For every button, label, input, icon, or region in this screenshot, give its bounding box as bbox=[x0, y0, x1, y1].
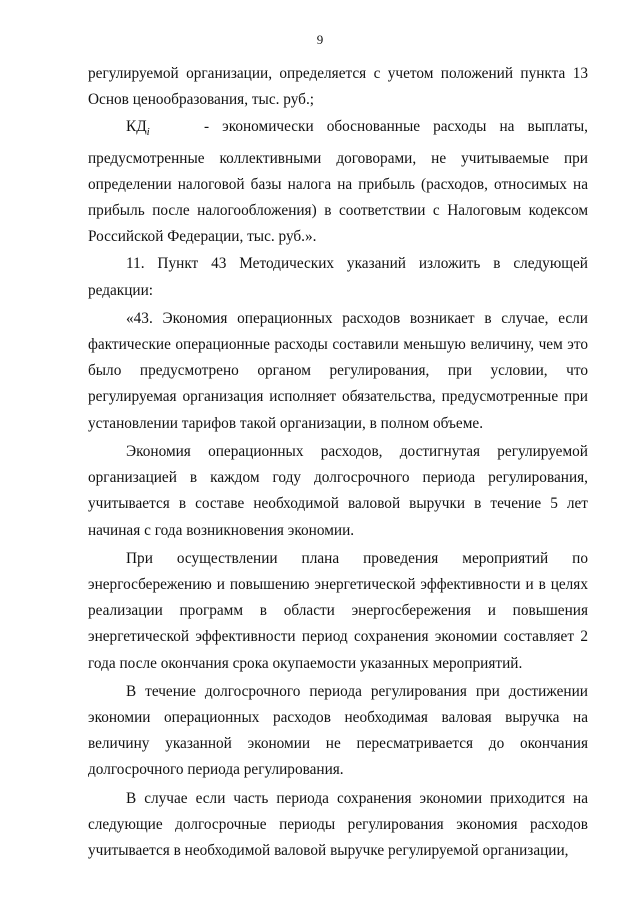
kd-definition-text: - экономически обоснованные расходы на выплаты, предусмотренные коллективными договорами, не учитываемые при определении налоговой базы налога на прибыль (расходов, относимых на прибыль после налогообложения) в соответствии с Налоговым кодексом Российской Федерации, тыс. руб.». bbox=[88, 118, 588, 246]
paragraph-item-11: 11. Пункт 43 Методических указаний изложить в следующей редакции: bbox=[88, 255, 588, 299]
paragraph-energy-saving: При осуществлении плана проведения мероприятий по энергосбережению и повышению энергетической эффективности и в целях реализации программ в области энергосбережения и повышения энергетической эффективности период сохранения экономии составляет 2 года после окончания срока окупаемости указанных мероприятий. bbox=[88, 549, 588, 672]
document-body bbox=[88, 61, 588, 864]
paragraph-continuation: регулируемой организации, определяется с учетом положений пункта 13 Основ ценообразования, тыс. руб.; bbox=[88, 65, 588, 109]
paragraph-item-43: «43. Экономия операционных расходов возникает в случае, если фактические операционные расходы составили меньшую величину, чем это было предусмотрено органом регулирования, при условии, что регулируемая организация исполняет обязательства, предусмотренные при установлении тарифов такой организации, в полном объеме. bbox=[88, 309, 588, 432]
paragraph-kd-definition bbox=[88, 114, 588, 250]
paragraph-next-periods: В случае если часть периода сохранения экономии приходится на следующие долгосрочные периоды регулирования экономия расходов учитывается в необходимой валовой выручке регулируемой организации, bbox=[88, 789, 588, 859]
kd-subscript: i bbox=[146, 126, 150, 139]
kd-symbol: КД bbox=[126, 118, 147, 136]
paragraph-long-term-period: В течение долгосрочного периода регулирования при достижении экономии операционных расходов необходимая валовая выручка на величину указанной экономии не пересматривается до окончания долгосрочного периода регулирования. bbox=[88, 682, 588, 779]
paragraph-economy-accounting: Экономия операционных расходов, достигнутая регулируемой организацией в каждом году долгосрочного периода регулирования, учитывается в составе необходимой валовой выручки в течение 5 лет начиная с года возникновения экономии. bbox=[88, 442, 588, 539]
kd-term bbox=[126, 114, 204, 145]
page-number: 9 bbox=[316, 32, 324, 47]
